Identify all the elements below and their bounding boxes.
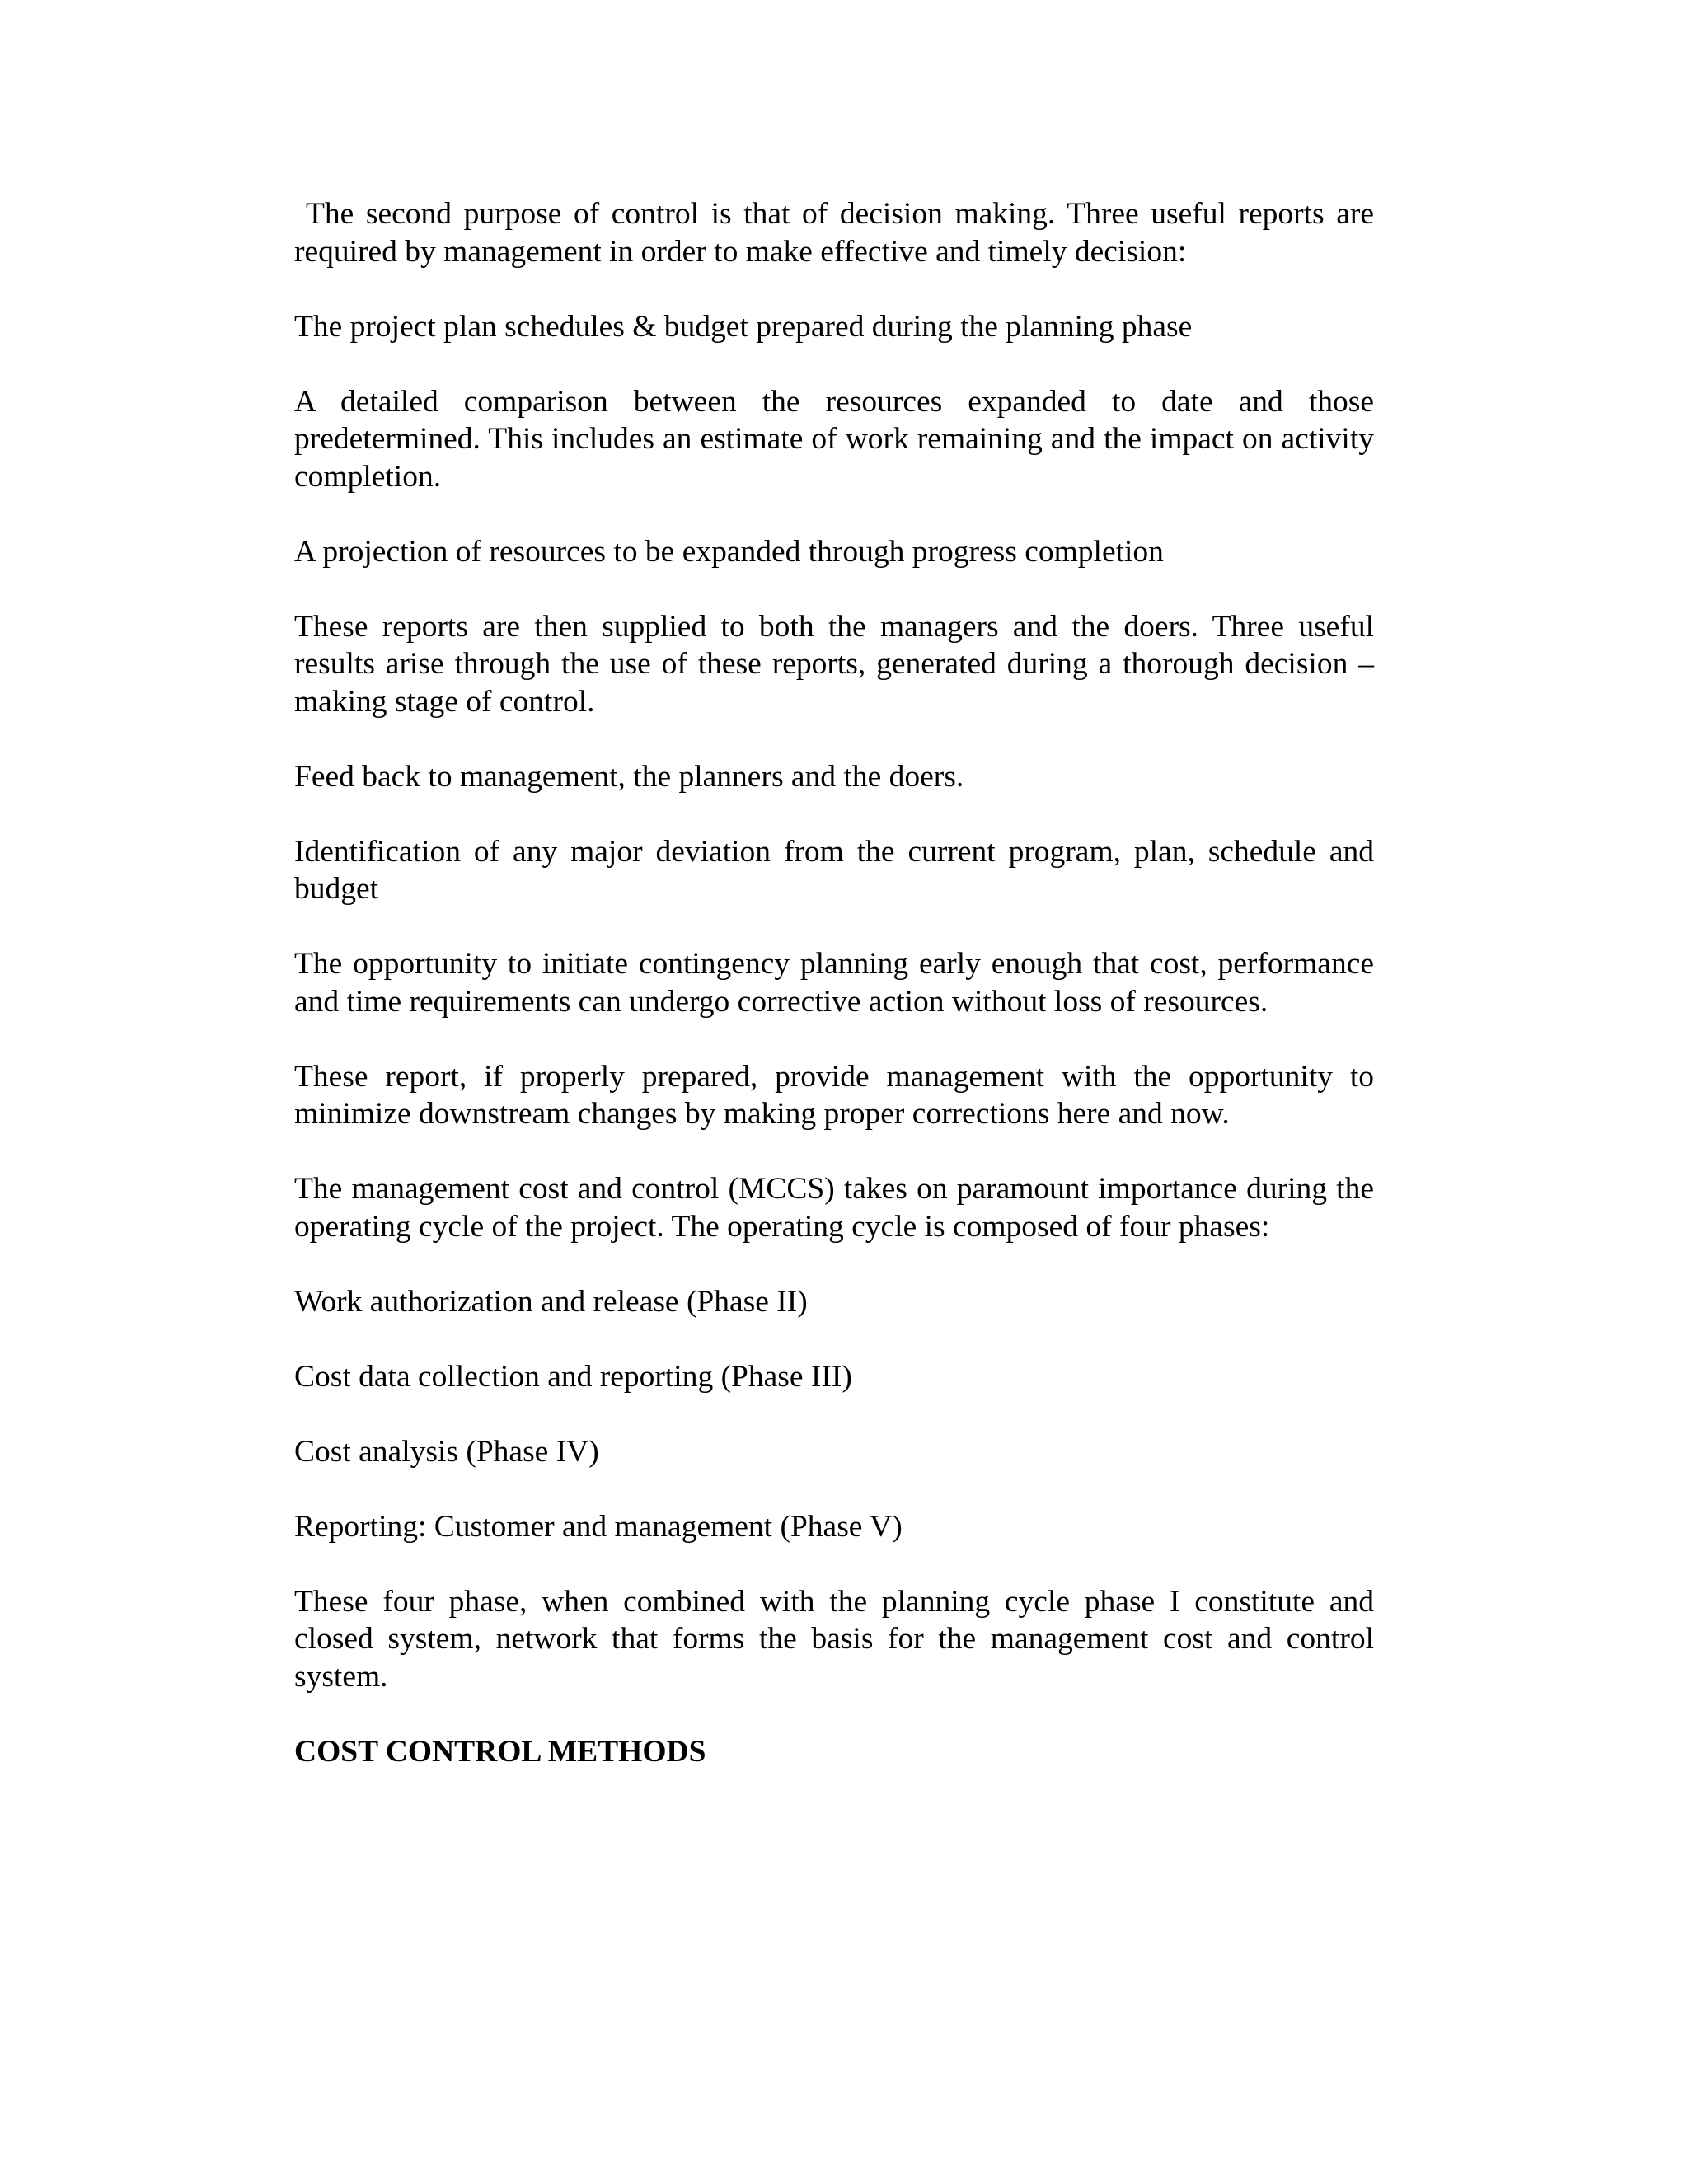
paragraph-phase-ii: Work authorization and release (Phase II) — [294, 1284, 808, 1319]
document-body — [294, 195, 1374, 1770]
paragraph-decision-making: The second purpose of control is that of decision making. Three useful reports are required by management in order to make effective and timely decision: — [294, 197, 1374, 269]
paragraph-feedback: Feed back to management, the planners and the doers. — [294, 759, 964, 794]
paragraph-contingency: The opportunity to initiate contingency planning early enough that cost, performance and time requirements can undergo corrective action without loss of resources. — [294, 947, 1374, 1019]
paragraph-reports-supplied: These reports are then supplied to both the managers and the doers. Three useful results arise through the use of these reports, generated during a thorough decision – making stage of control. — [294, 609, 1374, 719]
paragraph-detailed-comparison: A detailed comparison between the resources expanded to date and those predetermined. This includes an estimate of work remaining and the impact on activity completion. — [294, 384, 1374, 494]
section-heading: COST CONTROL METHODS — [294, 1734, 706, 1769]
paragraph-phase-iv: Cost analysis (Phase IV) — [294, 1434, 599, 1469]
paragraph-corrections: These report, if properly prepared, provide management with the opportunity to minimize downstream changes by making proper corrections here and now. — [294, 1059, 1374, 1131]
paragraph-resource-projection: A projection of resources to be expanded through progress completion — [294, 534, 1164, 569]
paragraph-closed-system: These four phase, when combined with the planning cycle phase I constitute and closed system, network that forms the basis for the management cost and control system. — [294, 1584, 1374, 1694]
paragraph-deviation: Identification of any major deviation from the current program, plan, schedule and budget — [294, 834, 1374, 906]
paragraph-phase-iii: Cost data collection and reporting (Phase III) — [294, 1359, 852, 1394]
paragraph-mccs: The management cost and control (MCCS) takes on paramount importance during the operating cycle of the project. The operating cycle is composed of four phases: — [294, 1172, 1374, 1244]
paragraph-project-plan: The project plan schedules & budget prepared during the planning phase — [294, 309, 1193, 344]
paragraph-phase-v: Reporting: Customer and management (Phase V) — [294, 1509, 903, 1544]
